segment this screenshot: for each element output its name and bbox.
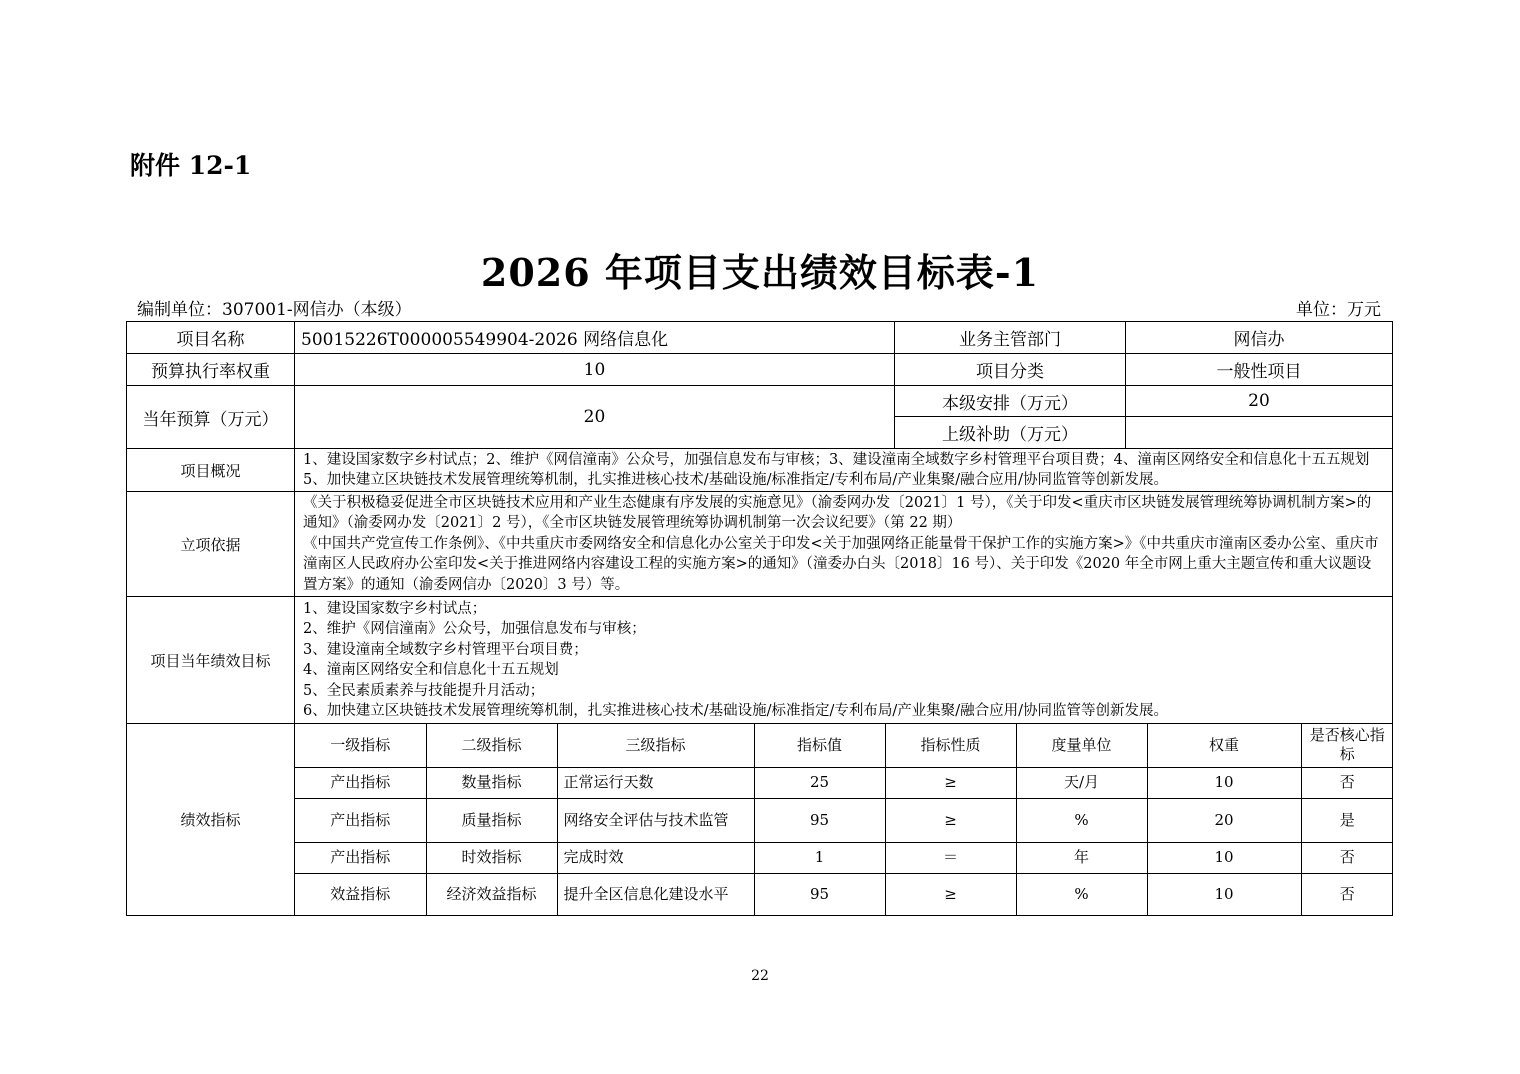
goal-list	[295, 597, 1393, 724]
cell-l1: 效益指标	[295, 873, 426, 915]
cell-unit: 年	[1016, 842, 1147, 873]
basis-text	[295, 492, 1393, 597]
dept-label: 业务主管部门	[895, 322, 1126, 354]
header-cell: 三级指标	[557, 724, 754, 767]
cell-l1: 产出指标	[295, 767, 426, 798]
cell-l2: 质量指标	[426, 798, 557, 842]
cell-l3: 网络安全评估与技术监管	[557, 798, 754, 842]
table-row	[295, 798, 1393, 842]
cell-value: 1	[754, 842, 885, 873]
cell-value: 25	[754, 767, 885, 798]
project-name-value: 50015226T000005549904-2026 网络信息化	[295, 322, 895, 354]
goal-item: 6、加快建立区块链技术发展管理统筹机制，扎实推进核心技术/基础设施/标准指定/专利布局/产业集聚/融合应用/协同监管等创新发展。	[303, 703, 1169, 719]
cell-l3: 完成时效	[557, 842, 754, 873]
cell-value: 95	[754, 873, 885, 915]
overview-text: 1、建设国家数字乡村试点；2、维护《网信潼南》公众号，加强信息发布与审核；3、建设潼南全域数字乡村管理平台项目费；4、潼南区网络安全和信息化十五五规划 5、加快建立区块链技术发展管理统筹机制，扎实推进核心技术/基础设施/标准指定/专利布局/产业集聚/融合应用/协同监管等创新发展。	[295, 449, 1393, 492]
weight-value: 10	[295, 354, 895, 386]
budget-label: 当年预算（万元）	[127, 386, 295, 449]
budget-value: 20	[295, 386, 895, 449]
cell-nature: ＝	[885, 842, 1016, 873]
cell-core: 否	[1301, 873, 1393, 915]
cell-l1: 产出指标	[295, 798, 426, 842]
basis-label: 立项依据	[127, 492, 295, 597]
performance-target-table	[126, 321, 1393, 916]
local-budget-label: 本级安排（万元）	[895, 386, 1126, 417]
cell-nature: ≥	[885, 798, 1016, 842]
cell-unit: 天/月	[1016, 767, 1147, 798]
goal-item: 3、建设潼南全域数字乡村管理平台项目费；	[303, 641, 588, 658]
header-cell: 指标性质	[885, 724, 1016, 767]
cell-l1: 产出指标	[295, 842, 426, 873]
header-cell: 是否核心指标	[1301, 724, 1393, 767]
cell-l3: 正常运行天数	[557, 767, 754, 798]
cell-weight: 10	[1147, 873, 1301, 915]
cell-unit: %	[1016, 798, 1147, 842]
cell-l3: 提升全区信息化建设水平	[557, 873, 754, 915]
overview-label: 项目概况	[127, 449, 295, 492]
cell-l2: 经济效益指标	[426, 873, 557, 915]
upper-subsidy-label: 上级补助（万元）	[895, 417, 1126, 449]
indicator-table-cell	[295, 724, 1393, 916]
project-name-label: 项目名称	[127, 322, 295, 354]
attachment-label: 附件 12-1	[130, 151, 252, 180]
header-cell: 度量单位	[1016, 724, 1147, 767]
local-budget-value: 20	[1126, 386, 1393, 417]
category-value: 一般性项目	[1126, 354, 1393, 386]
cell-nature: ≥	[885, 767, 1016, 798]
goal-item: 2、维护《网信潼南》公众号，加强信息发布与审核；	[303, 621, 646, 637]
table-row	[295, 873, 1393, 915]
indicator-header-row	[295, 724, 1393, 767]
table-row	[295, 842, 1393, 873]
weight-label: 预算执行率权重	[127, 354, 295, 386]
header-cell: 一级指标	[295, 724, 426, 767]
cell-weight: 20	[1147, 798, 1301, 842]
cell-core: 是	[1301, 798, 1393, 842]
currency-unit: 单位：万元	[1296, 300, 1381, 320]
cell-weight: 10	[1147, 767, 1301, 798]
cell-core: 否	[1301, 767, 1393, 798]
page-title: 2026 年项目支出绩效目标表-1	[480, 250, 1040, 295]
header-cell: 指标值	[754, 724, 885, 767]
indicator-table	[295, 724, 1393, 915]
cell-nature: ≥	[885, 873, 1016, 915]
dept-value: 网信办	[1126, 322, 1393, 354]
cell-value: 95	[754, 798, 885, 842]
cell-weight: 10	[1147, 842, 1301, 873]
indicator-label: 绩效指标	[127, 724, 295, 916]
goal-item: 1、建设国家数字乡村试点；	[303, 600, 487, 617]
basis-text-1: 《关于积极稳妥促进全市区块链技术应用和产业生态健康有序发展的实施意见》（渝委网办发〔2021〕1 号），《关于印发<重庆市区块链发展管理统筹协调机制方案>的通知》（渝委网办发〔2021〕2 号），《全市区块链发展管理统筹协调机制第一次会议纪要》（第 22 期）	[303, 494, 1372, 532]
cell-l2: 时效指标	[426, 842, 557, 873]
cell-core: 否	[1301, 842, 1393, 873]
upper-subsidy-value	[1126, 417, 1393, 449]
goal-label: 项目当年绩效目标	[127, 597, 295, 724]
page-number: 22	[751, 968, 769, 984]
compile-unit: 编制单位：307001-网信办（本级）	[137, 300, 412, 320]
header-cell: 权重	[1147, 724, 1301, 767]
cell-l2: 数量指标	[426, 767, 557, 798]
table-row	[295, 767, 1393, 798]
header-cell: 二级指标	[426, 724, 557, 767]
goal-item: 5、全民素质素养与技能提升月活动；	[303, 682, 545, 699]
basis-text-2: 《中国共产党宣传工作条例》、《中共重庆市委网络安全和信息化办公室关于印发<关于加强网络正能量骨干保护工作的实施方案>》《中共重庆市潼南区委办公室、重庆市潼南区人民政府办公室印发<关于推进网络内容建设工程的实施方案>的通知》（潼委办白头〔2018〕16 号）、关于印发《2020 年全市网上重大主题宣传和重大议题设置方案》的通知（渝委网信办〔2020〕3 号）等。	[303, 535, 1379, 593]
goal-item: 4、潼南区网络安全和信息化十五五规划	[303, 662, 559, 678]
cell-unit: %	[1016, 873, 1147, 915]
category-label: 项目分类	[895, 354, 1126, 386]
